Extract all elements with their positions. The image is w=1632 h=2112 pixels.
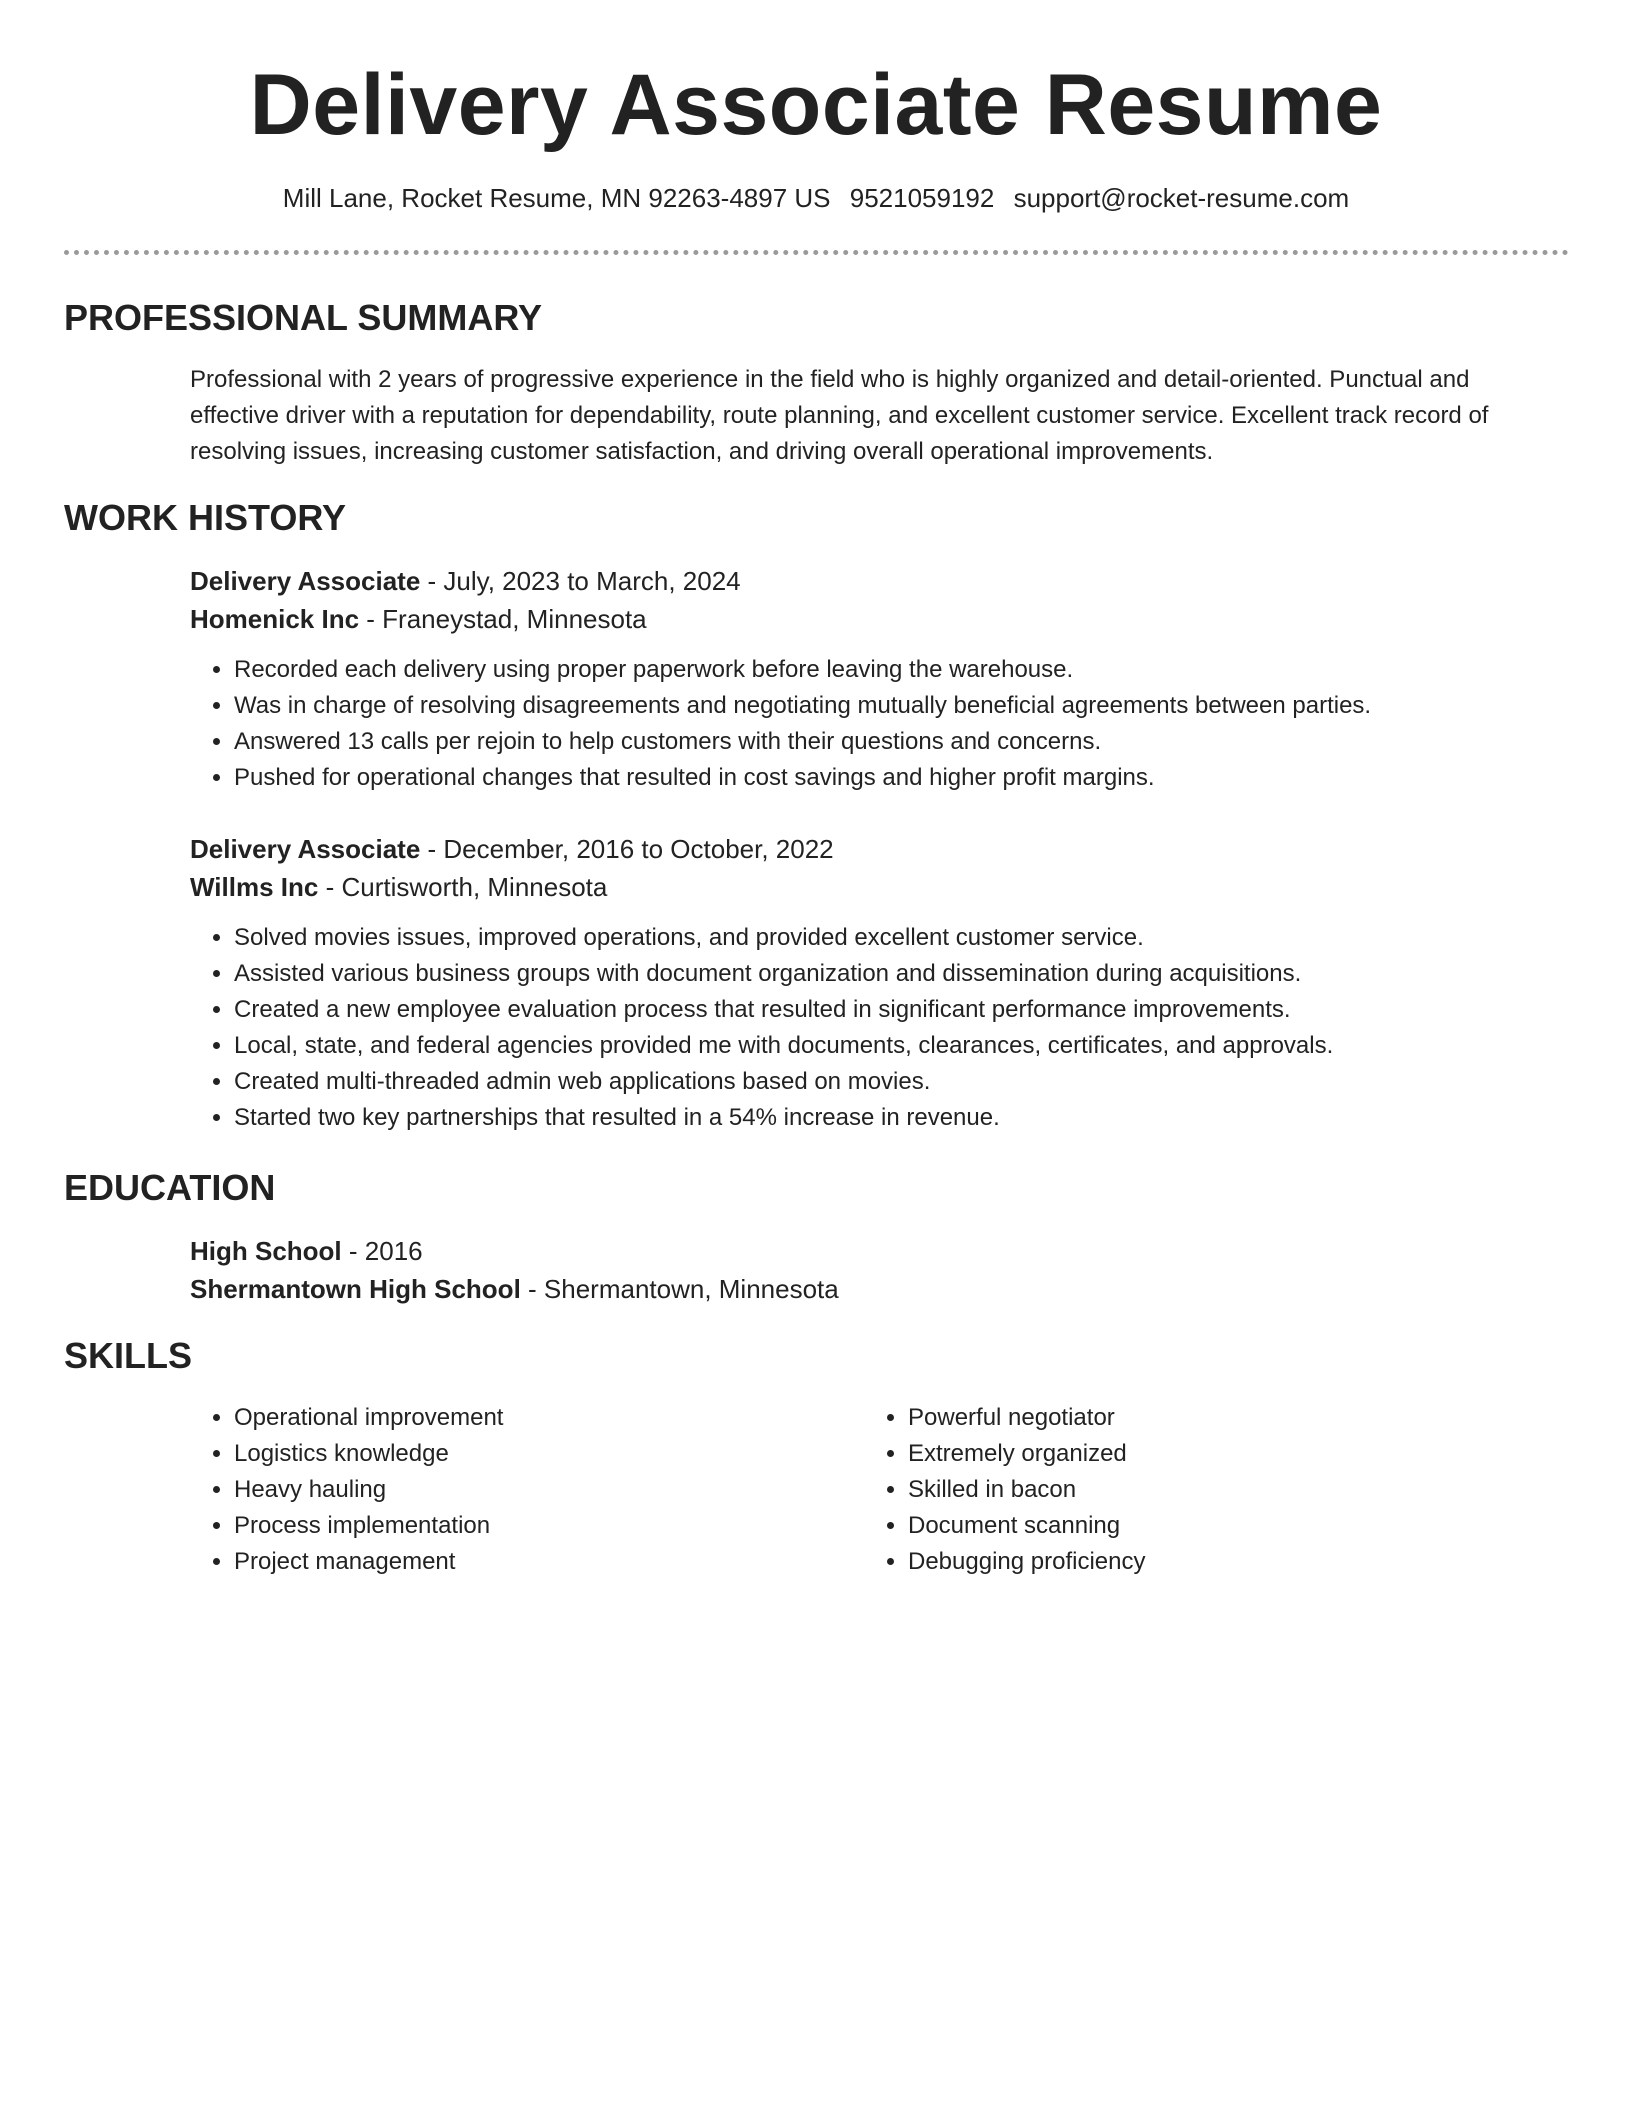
skill-item: • Operational improvement [234,1400,790,1436]
job-location: - Curtisworth, Minnesota [318,872,608,902]
job-bullet: • Pushed for operational changes that resulted in cost savings and higher profit margins. [234,760,1570,796]
job-company: Homenick Inc [190,604,360,634]
skill-item: • Extremely organized [908,1436,1464,1472]
skill-item: • Heavy hauling [234,1472,790,1508]
job-company-line [190,600,1570,638]
work-history-heading: WORK HISTORY [64,497,347,538]
skill-item: • Debugging proficiency [908,1544,1464,1580]
job-bullet: • Recorded each delivery using proper paperwork before leaving the warehouse. [234,652,1570,688]
job-bullet-list [190,920,1570,1136]
job-bullet: • Started two key partnerships that resulted in a 54% increase in revenue. [234,1100,1570,1136]
job-entry [190,562,1570,796]
job-bullet: • Created a new employee evaluation process that resulted in significant performance improvements. [234,992,1570,1028]
school-name: Shermantown High School [190,1274,521,1304]
job-title: Delivery Associate [190,566,421,596]
skill-item: • Logistics knowledge [234,1436,790,1472]
school-location: - Shermantown, Minnesota [520,1274,839,1304]
job-company-line [190,868,1570,906]
skills-list [864,1400,1464,1580]
job-bullet: • Assisted various business groups with document organization and dissemination during acquisitions. [234,956,1570,992]
job-bullet: • Created multi-threaded admin web applications based on movies. [234,1064,1570,1100]
skill-item: • Skilled in bacon [908,1472,1464,1508]
education-entry [190,1232,1570,1308]
skill-item: • Process implementation [234,1508,790,1544]
job-bullet: • Answered 13 calls per rejoin to help customers with their questions and concerns. [234,724,1570,760]
summary-heading: PROFESSIONAL SUMMARY [64,297,543,338]
job-title-line [190,562,1570,600]
skills-column-left [190,1400,790,1580]
job-bullet-list [190,652,1570,796]
skills-column-right [864,1400,1464,1580]
header-divider [64,250,1569,255]
education-heading: EDUCATION [64,1167,276,1208]
job-dates: - July, 2023 to March, 2024 [420,566,741,596]
job-entry [190,830,1570,1136]
page-title: Delivery Associate Resume [249,57,1383,153]
job-bullet: • Local, state, and federal agencies provided me with documents, clearances, certificates, and approvals. [234,1028,1570,1064]
skills-heading: SKILLS [64,1335,193,1376]
job-company: Willms Inc [190,872,319,902]
job-bullet: • Solved movies issues, improved operations, and provided excellent customer service. [234,920,1570,956]
degree: High School [190,1236,342,1266]
skills-list [190,1400,790,1580]
skill-item: • Document scanning [908,1508,1464,1544]
contact-line [0,180,1632,216]
email-text: support@rocket-resume.com [1013,183,1350,213]
graduation-year: - 2016 [341,1236,423,1266]
job-dates: - December, 2016 to October, 2022 [420,834,834,864]
job-bullet: • Was in charge of resolving disagreements and negotiating mutually beneficial agreements between parties. [234,688,1570,724]
phone-text: 9521059192 [849,183,995,213]
job-title-line [190,830,1570,868]
skill-item: • Powerful negotiator [908,1400,1464,1436]
job-title: Delivery Associate [190,834,421,864]
job-location: - Franeystad, Minnesota [359,604,647,634]
skill-item: • Project management [234,1544,790,1580]
school-line [190,1270,1570,1308]
summary-block [190,362,1530,470]
address-text: Mill Lane, Rocket Resume, MN 92263-4897 US [282,183,831,213]
summary-text: Professional with 2 years of progressive experience in the field who is highly organized and detail-oriented. Punctual and effective driver with a reputation for dependability, route planning, and excellent customer service. Excellent track record of resolving issues, increasing customer satisfaction, and driving overall operational improvements. [190,366,1489,465]
degree-line [190,1232,1570,1270]
